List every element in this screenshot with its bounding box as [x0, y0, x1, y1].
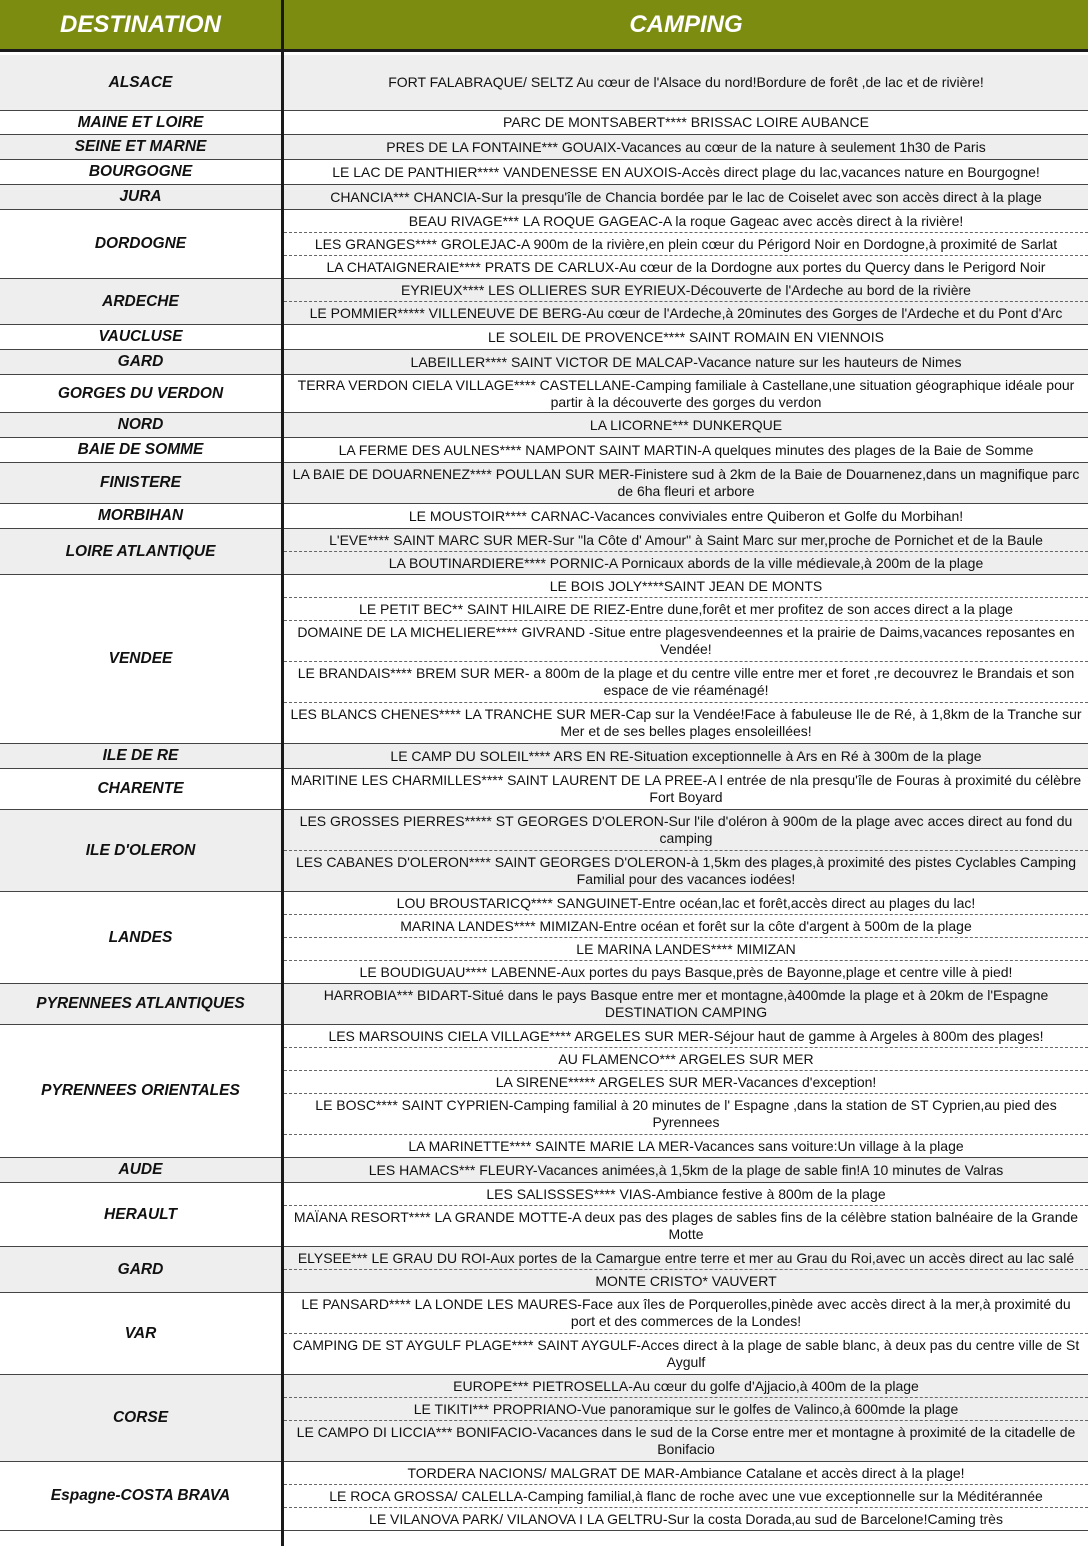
camping-cell: LE ROCA GROSSA/ CALELLA-Camping familial,à flanc de roche avec une vue exceptionnelle sur la Méditérannée [284, 1485, 1088, 1508]
camping-cell: LA BOUTINARDIERE**** PORNIC-A Pornicaux abords de la ville médievale,à 200m de la plage [284, 552, 1088, 575]
destination-cell: GARD [0, 1247, 281, 1293]
camping-cell: LA SIRENE***** ARGELES SUR MER-Vacances d'exception! [284, 1071, 1088, 1094]
destination-cell: CORSE [0, 1375, 281, 1462]
destination-cell: Espagne-COSTA BRAVA [0, 1462, 281, 1531]
camping-cell: LES GRANGES**** GROLEJAC-A 900m de la rivière,en plein cœur du Périgord Noir en Dordogne,à proximité de Sarlat [284, 233, 1088, 256]
camping-cell: LE CAMPO DI LICCIA*** BONIFACIO-Vacances dans le sud de la Corse entre mer et montagne à proximité de la citadelle de Bonifacio [284, 1421, 1088, 1462]
camping-cell: LE BOIS JOLY****SAINT JEAN DE MONTS [284, 575, 1088, 598]
camping-cell: CHANCIA*** CHANCIA-Sur la presqu'île de Chancia bordée par le lac de Coiselet avec son accès direct à la plage [284, 185, 1088, 210]
destination-cell: SEINE ET MARNE [0, 135, 281, 160]
camping-cell: LE BOSC**** SAINT CYPRIEN-Camping familial à 20 minutes de l' Espagne ,dans la station de ST Cyprien,au pied des Pyrennees [284, 1094, 1088, 1135]
destination-cell: CHARENTE [0, 769, 281, 810]
destination-cell: MAINE ET LOIRE [0, 111, 281, 135]
camping-cell: LES HAMACS*** FLEURY-Vacances animées,à 1,5km de la plage de sable fin!A 10 minutes de Valras [284, 1158, 1088, 1183]
camping-cell: LA MARINETTE**** SAINTE MARIE LA MER-Vacances sans voiture:Un village à la plage [284, 1135, 1088, 1158]
destination-cell: PYRENNEES ATLANTIQUES [0, 984, 281, 1025]
destination-cell: DORDOGNE [0, 210, 281, 279]
camping-cell: LE SOLEIL DE PROVENCE**** SAINT ROMAIN EN VIENNOIS [284, 325, 1088, 350]
destination-cell: HERAULT [0, 1183, 281, 1247]
destination-cell: NORD [0, 413, 281, 438]
destination-cell: ILE D'OLERON [0, 810, 281, 892]
destination-cell: BOURGOGNE [0, 160, 281, 185]
camping-cell: LE LAC DE PANTHIER**** VANDENESSE EN AUXOIS-Accès direct plage du lac,vacances nature en Bourgogne! [284, 160, 1088, 185]
camping-cell: MARINA LANDES**** MIMIZAN-Entre océan et forêt sur la côte d'argent à 500m de la plage [284, 915, 1088, 938]
destination-cell: GORGES DU VERDON [0, 375, 281, 413]
camping-cell: PARC DE MONTSABERT**** BRISSAC LOIRE AUBANCE [284, 111, 1088, 135]
camping-cell: TORDERA NACIONS/ MALGRAT DE MAR-Ambiance Catalane et accès direct à la plage! [284, 1462, 1088, 1485]
destination-cell: ALSACE [0, 55, 281, 111]
camping-cell: HARROBIA*** BIDART-Situé dans le pays Basque entre mer et montagne,à400mde la plage et à 20km de l'Espagne DESTINATION CAMPING [284, 984, 1088, 1025]
camping-cell: LABEILLER**** SAINT VICTOR DE MALCAP-Vacance nature sur les hauteurs de Nimes [284, 350, 1088, 375]
camping-cell: MARITINE LES CHARMILLES**** SAINT LAURENT DE LA PREE-A l entrée de nla presqu'île de Fouras à proximité du célèbre Fort Boyard [284, 769, 1088, 810]
destination-cell: MORBIHAN [0, 504, 281, 529]
destination-cell: LOIRE ATLANTIQUE [0, 529, 281, 575]
camping-cell: EYRIEUX**** LES OLLIERES SUR EYRIEUX-Découverte de l'Ardeche au bord de la rivière [284, 279, 1088, 302]
destination-cell: ILE DE RE [0, 744, 281, 769]
camping-cell: LE MARINA LANDES**** MIMIZAN [284, 938, 1088, 961]
camping-cell: LA CHATAIGNERAIE**** PRATS DE CARLUX-Au cœur de la Dordogne aux portes du Quercy dans le Perigord Noir [284, 256, 1088, 279]
destination-cell: ARDECHE [0, 279, 281, 325]
camping-cell: MAÏANA RESORT**** LA GRANDE MOTTE-A deux pas des plages de sables fins de la célèbre station balnéaire de la Grande Motte [284, 1206, 1088, 1247]
camping-cell: L'EVE**** SAINT MARC SUR MER-Sur "la Côte d' Amour" à Saint Marc sur mer,proche de Pornichet et de la Baule [284, 529, 1088, 552]
camping-cell: LES SALISSSES**** VIAS-Ambiance festive à 800m de la plage [284, 1183, 1088, 1206]
destination-cell: VENDEE [0, 575, 281, 744]
camping-cell: LES BLANCS CHENES**** LA TRANCHE SUR MER-Cap sur la Vendée!Face à fabuleuse Ile de Ré, à 1,8km de la Tranche sur Mer et de ses belles plages ensoleillées! [284, 703, 1088, 744]
camping-cell: LE BRANDAIS**** BREM SUR MER- a 800m de la plage et du centre ville entre mer et foret ,re decouvrez le Brandais et son espace de vie réaménagé! [284, 662, 1088, 703]
camping-cell: LE VILANOVA PARK/ VILANOVA I LA GELTRU-Sur la costa Dorada,au sud de Barcelone!Caming très [284, 1508, 1088, 1531]
camping-cell: LES CABANES D'OLERON**** SAINT GEORGES D'OLERON-à 1,5km des plages,à proximité des pistes Cyclables Camping Familial pour des vacances iodées! [284, 851, 1088, 892]
destination-column-header: DESTINATION [0, 0, 281, 52]
destination-cell: PYRENNEES ORIENTALES [0, 1025, 281, 1158]
camping-cell: LA BAIE DE DOUARNENEZ**** POULLAN SUR MER-Finistere sud à 2km de la Baie de Douarnenez,dans un magnifique parc de 6ha fleuri et arbore [284, 463, 1088, 504]
camping-cell: BEAU RIVAGE*** LA ROQUE GAGEAC-A la roque Gageac avec accès direct à la rivière! [284, 210, 1088, 233]
camping-cell: LA FERME DES AULNES**** NAMPONT SAINT MARTIN-A quelques minutes des plages de la Baie de Somme [284, 438, 1088, 463]
camping-cell: DOMAINE DE LA MICHELIERE**** GIVRAND -Situe entre plagesvendeennes et la prairie de Daims,vacances reposantes en Vendée! [284, 621, 1088, 662]
camping-cell: LES MARSOUINS CIELA VILLAGE**** ARGELES SUR MER-Séjour haut de gamme à Argeles à 800m des plages! [284, 1025, 1088, 1048]
camping-cell: LOU BROUSTARICQ**** SANGUINET-Entre océan,lac et forêt,accès direct au plages du lac! [284, 892, 1088, 915]
camping-cell: CAMPING DE ST AYGULF PLAGE**** SAINT AYGULF-Acces direct à la plage de sable blanc, à deux pas du centre ville de St Aygulf [284, 1334, 1088, 1375]
camping-cell: LE PANSARD**** LA LONDE LES MAURES-Face aux îles de Porquerolles,pinède avec accès direct à la mer,à proximité du port et des commerces de la Londes! [284, 1293, 1088, 1334]
camping-cell: AU FLAMENCO*** ARGELES SUR MER [284, 1048, 1088, 1071]
destination-cell: GARD [0, 350, 281, 375]
camping-cell: LE PETIT BEC** SAINT HILAIRE DE RIEZ-Entre dune,forêt et mer profitez de son acces direct a la plage [284, 598, 1088, 621]
camping-cell: LE BOUDIGUAU**** LABENNE-Aux portes du pays Basque,près de Bayonne,plage et centre ville à pied! [284, 961, 1088, 984]
camping-cell: EUROPE*** PIETROSELLA-Au cœur du golfe d'Ajjacio,à 400m de la plage [284, 1375, 1088, 1398]
camping-cell: TERRA VERDON CIELA VILLAGE**** CASTELLANE-Camping familiale à Castellane,une situation géographique idéale pour partir à la découverte des gorges du verdon [284, 375, 1088, 413]
camping-column-header: CAMPING [284, 0, 1088, 52]
camping-cell: LA LICORNE*** DUNKERQUE [284, 413, 1088, 438]
camping-cell: LE POMMIER***** VILLENEUVE DE BERG-Au cœur de l'Ardeche,à 20minutes des Gorges de l'Ardeche et du Pont d'Arc [284, 302, 1088, 325]
camping-cell: PRES DE LA FONTAINE*** GOUAIX-Vacances au cœur de la nature à seulement 1h30 de Paris [284, 135, 1088, 160]
destination-cell: LANDES [0, 892, 281, 984]
destination-cell: FINISTERE [0, 463, 281, 504]
camping-cell: FORT FALABRAQUE/ SELTZ Au cœur de l'Alsace du nord!Bordure de forêt ,de lac et de rivière! [284, 55, 1088, 111]
camping-cell: ELYSEE*** LE GRAU DU ROI-Aux portes de la Camargue entre terre et mer au Grau du Roi,avec un accès direct au lac salé [284, 1247, 1088, 1270]
destination-cell: BAIE DE SOMME [0, 438, 281, 463]
destination-cell: AUDE [0, 1158, 281, 1183]
destination-cell: VAR [0, 1293, 281, 1375]
camping-cell: LE TIKITI*** PROPRIANO-Vue panoramique sur le golfes de Valinco,à 600mde la plage [284, 1398, 1088, 1421]
camping-cell: LE CAMP DU SOLEIL**** ARS EN RE-Situation exceptionnelle à Ars en Ré à 300m de la plage [284, 744, 1088, 769]
camping-cell: LE MOUSTOIR**** CARNAC-Vacances conviviales entre Quiberon et Golfe du Morbihan! [284, 504, 1088, 529]
destination-cell: VAUCLUSE [0, 325, 281, 350]
camping-cell: LES GROSSES PIERRES***** ST GEORGES D'OLERON-Sur l'ile d'oléron à 900m de la plage avec acces direct au fond du camping [284, 810, 1088, 851]
camping-cell: MONTE CRISTO* VAUVERT [284, 1270, 1088, 1293]
destination-cell: JURA [0, 185, 281, 210]
